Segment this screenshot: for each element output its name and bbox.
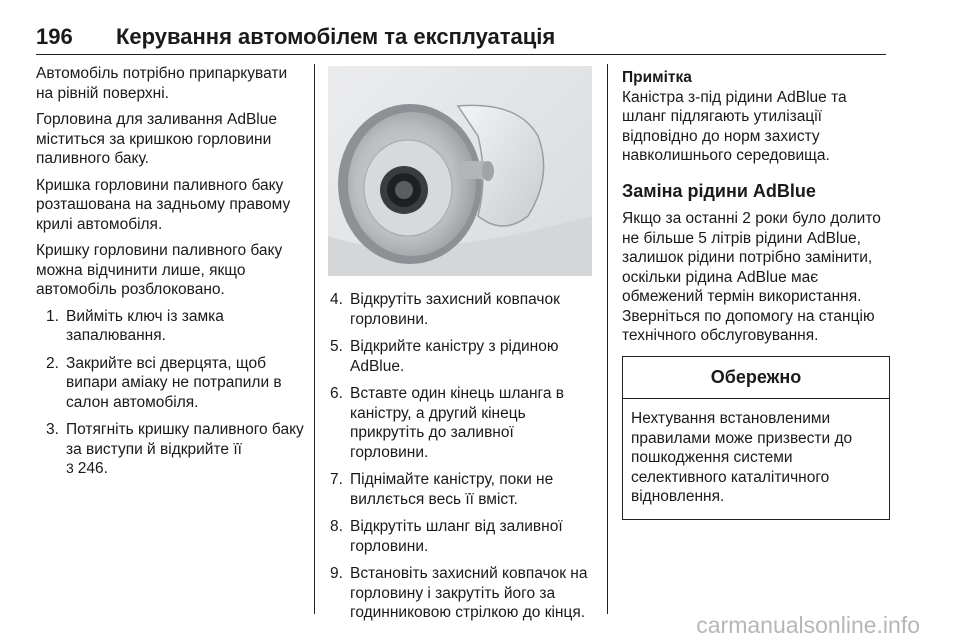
page-number: 196 [36, 24, 73, 49]
paragraph: Автомобіль потрібно припаркувати на рівній поверхні. [36, 65, 288, 102]
paragraph: Горловина для заливання AdBlue міститься за кришкою горловини паливного баку. [36, 111, 277, 167]
list-item [330, 470, 595, 509]
adblue-filler-icon [328, 66, 592, 276]
step-text: Вийміть ключ із замка запалювання. [66, 307, 224, 344]
column-divider [314, 64, 315, 614]
note-text: Каністра з-під рідини AdBlue та шланг підлягають утилізації відповідно до норм захисту навколишнього середовища. [622, 88, 847, 164]
list-item [330, 517, 595, 556]
step-number: 7. [330, 471, 343, 488]
step-number: 4. [330, 291, 343, 308]
step-number: 1. [46, 307, 59, 325]
page-header [36, 24, 886, 55]
step-text: Відкрутіть захисний ковпачок горловини. [350, 291, 560, 328]
step-text: Вставте один кінець шланга в каністру, а другий кінець прикрутіть до заливної горловини. [350, 385, 565, 461]
step-text: Встановіть захисний ковпачок на горловину і закрутіть його за годинниковою стрілкою до кінця. [350, 565, 588, 621]
step-text-container [66, 420, 304, 479]
steps-list [330, 290, 595, 623]
warning-text: Нехтування встановленими правилами може призвести до пошкодження системи селективного каталітичного відновлення. [631, 410, 853, 505]
step-number: 6. [330, 385, 343, 402]
step-number: 9. [330, 565, 343, 582]
paragraph: Кришку горловини паливного баку можна відчинити лише, якщо автомобіль розблоковано. [36, 242, 283, 298]
column-1 [36, 64, 304, 487]
fuel-filler-adblue-illustration [328, 66, 592, 276]
step-text: Відкрийте каністру з рідиною AdBlue. [350, 338, 559, 375]
page-reference-icon: 3 [66, 460, 74, 476]
section-text: Якщо за останні 2 роки було долито не більше 5 літрів рідини AdBlue, залишок рідини потрібно замінити, оскільки рідина AdBlue має обмежений термін використання. Зверніться по допомогу на станцію технічного обслуговування. [622, 210, 881, 344]
list-item [330, 384, 595, 462]
column-2 [330, 290, 595, 631]
list-item [46, 307, 304, 346]
step-number: 3. [46, 421, 59, 438]
list-item [330, 290, 595, 329]
step-number: 8. [330, 518, 343, 535]
note-title: Примітка [622, 69, 692, 86]
list-item [330, 337, 595, 376]
step-number: 5. [330, 338, 343, 355]
list-item [46, 354, 304, 413]
paragraph: Кришка горловини паливного баку розташована на задньому правому крилі автомобіля. [36, 176, 291, 233]
step-text: Потягніть кришку паливного баку за виступи й відкрийте її [66, 421, 304, 458]
column-3 [622, 68, 890, 520]
page-reference-link[interactable]: 246. [77, 460, 108, 477]
step-text: Піднімайте каністру, поки не виллється весь її вміст. [350, 471, 554, 508]
step-number: 2. [46, 354, 59, 372]
page-title: Керування автомобілем та експлуатація [116, 24, 556, 49]
watermark: carmanualsonline.info [696, 612, 920, 638]
step-text: Закрийте всі дверцята, щоб випари аміаку не потрапили в салон автомобіля. [66, 354, 282, 411]
steps-list [36, 307, 304, 479]
list-item [46, 420, 304, 479]
column-divider [607, 64, 608, 614]
step-text: Відкрутіть шланг від заливної горловини. [350, 518, 563, 555]
list-item [330, 564, 595, 623]
warning-title: Обережно [623, 357, 889, 400]
section-heading: Заміна рідини AdBlue [622, 180, 816, 201]
warning-box [622, 356, 890, 520]
